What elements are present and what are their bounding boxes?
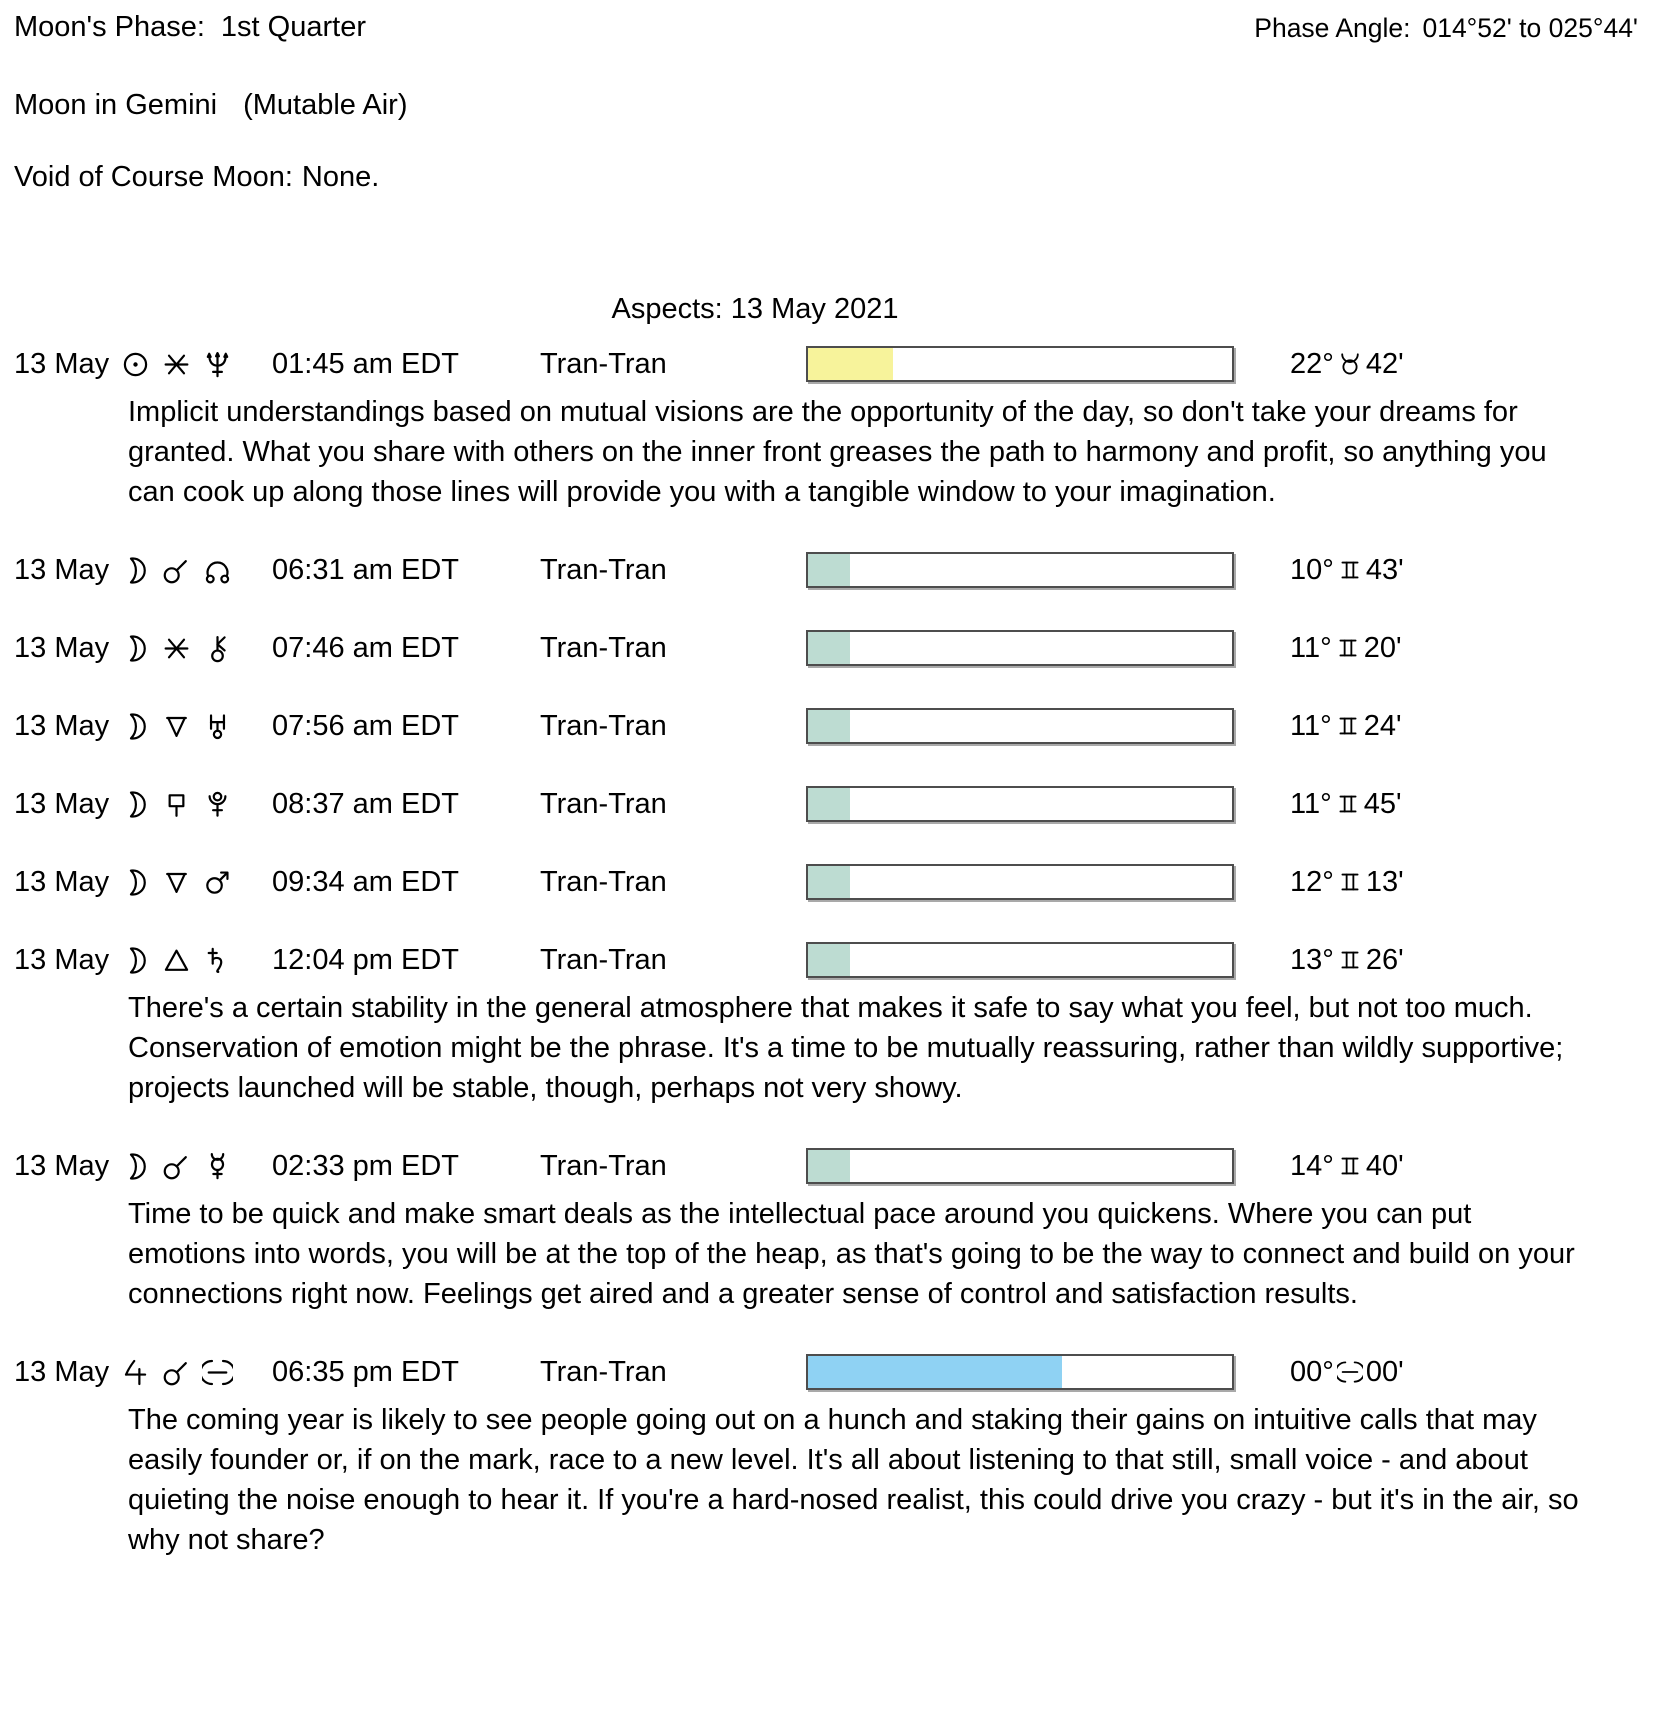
neptune-icon (202, 349, 233, 380)
gemini-icon (1337, 947, 1363, 973)
sextile-icon (161, 349, 192, 380)
aspect-position (1290, 1352, 1404, 1392)
aspect-date: 13 May (14, 866, 110, 898)
aspect-type: Tran-Tran (540, 1150, 667, 1182)
aspect-position-minutes: 42' (1365, 348, 1404, 380)
aspect-line (0, 940, 1658, 980)
aspect-progress-fill (808, 348, 893, 380)
aspect-progress-bar (806, 864, 1234, 900)
aspect-position (1290, 550, 1404, 590)
taurus-icon (1337, 351, 1363, 377)
aspect-time: 07:56 am EDT (272, 710, 459, 742)
aspect-position-minutes: 26' (1365, 944, 1404, 976)
sextile-icon (161, 633, 192, 664)
aspect-row (0, 706, 1658, 746)
sesquiquadrate-icon (161, 789, 192, 820)
aspect-position-degrees: 14° (1290, 1150, 1334, 1182)
jupiter-icon (120, 1357, 151, 1388)
aspect-type: Tran-Tran (540, 710, 667, 742)
chiron-icon (202, 633, 233, 664)
aspect-description: The coming year is likely to see people going out on a hunch and staking their gains on intuitive calls that may easily founder or, if on the mark, race to a new level. It's all about listening to that still, small voice - and about quieting the noise enough to hear it. If you're a hard-nosed realist, this could drive you crazy - but it's in the air, so why not share? (128, 1404, 1579, 1556)
mars-icon (202, 867, 233, 898)
moons-phase-value: 1st Quarter (220, 11, 366, 43)
aspect-progress-fill (808, 1356, 1062, 1388)
aspect-time: 08:37 am EDT (272, 788, 459, 820)
gemini-icon (1337, 1153, 1363, 1179)
aspect-description: Time to be quick and make smart deals as the intellectual pace around you quickens. Where you can put emotions into words, you will be at the top of the heap, as that's going to be the way to connect and build on your connections right now. Feelings get aired and a greater sense of control and satisfaction results. (128, 1198, 1575, 1310)
aspect-position (1290, 706, 1402, 746)
aspect-position-minutes: 13' (1365, 866, 1404, 898)
aspect-glyphs (120, 862, 233, 902)
moon-icon (120, 789, 151, 820)
aspect-position-minutes: 24' (1363, 710, 1402, 742)
aspect-row (0, 550, 1658, 590)
aspect-position (1290, 628, 1402, 668)
moon-sign-value: Moon in Gemini (14, 89, 218, 121)
aspect-position (1290, 784, 1402, 824)
gemini-icon (1335, 713, 1361, 739)
aspect-progress-bar (806, 552, 1234, 588)
moon-icon (120, 555, 151, 586)
aspect-position-minutes: 45' (1363, 788, 1402, 820)
aspect-line (0, 706, 1658, 746)
aspect-position-degrees: 13° (1290, 944, 1334, 976)
aspect-position-degrees: 22° (1290, 348, 1334, 380)
trine-icon (161, 945, 192, 976)
aspect-position (1290, 862, 1404, 902)
pisces-icon (202, 1357, 233, 1388)
aspect-progress-fill (808, 554, 850, 586)
mercury-icon (202, 1151, 233, 1182)
moon-sign-quality: (Mutable Air) (243, 89, 408, 121)
aspect-time: 07:46 am EDT (272, 632, 459, 664)
pluto-icon (202, 789, 233, 820)
gemini-icon (1335, 791, 1361, 817)
moon-icon (120, 711, 151, 742)
aspect-line (0, 550, 1658, 590)
aspect-progress-bar (806, 786, 1234, 822)
gemini-icon (1337, 869, 1363, 895)
void-of-course-value: None. (301, 161, 380, 193)
aspect-date: 13 May (14, 944, 110, 976)
aspect-progress-fill (808, 632, 850, 664)
aspect-row (0, 1146, 1658, 1314)
aspect-position-degrees: 00° (1290, 1356, 1334, 1388)
aspect-position-degrees: 11° (1290, 710, 1332, 742)
aspect-position-minutes: 00' (1365, 1356, 1404, 1388)
aspect-line (0, 628, 1658, 668)
moons-phase-label: Moon's Phase: (14, 11, 205, 43)
aspect-row (0, 940, 1658, 1108)
aspect-time: 01:45 am EDT (272, 348, 459, 380)
uranus-icon (202, 711, 233, 742)
aspect-glyphs (120, 784, 233, 824)
void-of-course-label: Void of Course Moon: (14, 161, 293, 193)
aspect-progress-bar (806, 942, 1234, 978)
aspect-position-degrees: 11° (1290, 788, 1332, 820)
astrology-report-page (0, 10, 1658, 1730)
aspect-line (0, 1146, 1658, 1186)
aspect-line (0, 1352, 1658, 1392)
moon-icon (120, 633, 151, 664)
conjunction-icon (161, 555, 192, 586)
aspect-line (0, 784, 1658, 824)
aspect-progress-bar (806, 1148, 1234, 1184)
aspect-type: Tran-Tran (540, 348, 667, 380)
aspect-description: There's a certain stability in the general atmosphere that makes it safe to say what you feel, but not too much. Conservation of emotion might be the phrase. It's a time to be mutually reassuring, rather than wildly supportive; projects launched will be stable, though, perhaps not very showy. (128, 992, 1564, 1104)
aspect-position (1290, 940, 1404, 980)
aspect-row (0, 784, 1658, 824)
moon-icon (120, 945, 151, 976)
north-node-icon (202, 555, 233, 586)
aspect-progress-fill (808, 788, 850, 820)
aspect-type: Tran-Tran (540, 632, 667, 664)
aspect-glyphs (120, 706, 233, 746)
aspect-glyphs (120, 1146, 233, 1186)
aspect-position-minutes: 40' (1365, 1150, 1404, 1182)
aspect-time: 12:04 pm EDT (272, 944, 459, 976)
aspect-position (1290, 1146, 1404, 1186)
aspect-time: 02:33 pm EDT (272, 1150, 459, 1182)
aspect-progress-fill (808, 710, 850, 742)
aspect-progress-fill (808, 1150, 850, 1182)
aspect-type: Tran-Tran (540, 788, 667, 820)
aspect-progress-bar (806, 630, 1234, 666)
aspect-position-degrees: 10° (1290, 554, 1334, 586)
aspect-glyphs (120, 1352, 233, 1392)
aspect-progress-fill (808, 866, 850, 898)
aspects-list (0, 344, 1658, 1560)
aspect-position-degrees: 12° (1290, 866, 1334, 898)
aspect-type: Tran-Tran (540, 554, 667, 586)
void-of-course-line (14, 160, 1644, 194)
aspect-type: Tran-Tran (540, 1356, 667, 1388)
aspect-type: Tran-Tran (540, 944, 667, 976)
aspect-type: Tran-Tran (540, 866, 667, 898)
aspect-position-degrees: 11° (1290, 632, 1332, 664)
aspect-date: 13 May (14, 1150, 110, 1182)
aspect-progress-fill (808, 944, 850, 976)
saturn-icon (202, 945, 233, 976)
aspect-time: 06:31 am EDT (272, 554, 459, 586)
aspect-date: 13 May (14, 632, 110, 664)
moons-phase-line (14, 10, 1644, 44)
aspect-date: 13 May (14, 710, 110, 742)
aspect-glyphs (120, 940, 233, 980)
aspect-glyphs (120, 344, 233, 384)
aspect-glyphs (120, 550, 233, 590)
sun-icon (120, 349, 151, 380)
gemini-icon (1337, 557, 1363, 583)
aspect-date: 13 May (14, 788, 110, 820)
aspect-row (0, 862, 1658, 902)
conjunction-icon (161, 1357, 192, 1388)
aspect-date: 13 May (14, 554, 110, 586)
aspect-row (0, 1352, 1658, 1560)
aspect-time: 06:35 pm EDT (272, 1356, 459, 1388)
aspect-position-minutes: 20' (1363, 632, 1402, 664)
conjunction-icon (161, 1151, 192, 1182)
aspect-progress-bar (806, 708, 1234, 744)
aspect-time: 09:34 am EDT (272, 866, 459, 898)
aspect-line (0, 344, 1658, 384)
aspect-progress-bar (806, 1354, 1234, 1390)
pisces-icon (1337, 1359, 1363, 1385)
aspect-description: Implicit understandings based on mutual visions are the opportunity of the day, so don't take your dreams for granted. What you share with others on the inner front greases the path to harmony and profit, so anything you can cook up along those lines will provide you with a tangible window to your imagination. (128, 396, 1547, 508)
aspect-position (1290, 344, 1404, 384)
phase-angle (1254, 11, 1638, 45)
aspect-date: 13 May (14, 348, 110, 380)
phase-angle-label: Phase Angle: (1254, 13, 1411, 43)
moon-icon (120, 867, 151, 898)
aspects-title: Aspects: 13 May 2021 (611, 293, 899, 325)
gemini-icon (1335, 635, 1361, 661)
moon-icon (120, 1151, 151, 1182)
moon-sign-line (14, 88, 1644, 122)
aspect-row (0, 344, 1658, 512)
aspect-date: 13 May (14, 1356, 110, 1388)
aspect-progress-bar (806, 346, 1234, 382)
aspect-position-minutes: 43' (1365, 554, 1404, 586)
semisextile-icon (161, 867, 192, 898)
aspect-line (0, 862, 1658, 902)
aspect-glyphs (120, 628, 233, 668)
aspect-row (0, 628, 1658, 668)
semisextile-icon (161, 711, 192, 742)
phase-angle-value: 014°52' to 025°44' (1422, 13, 1638, 43)
